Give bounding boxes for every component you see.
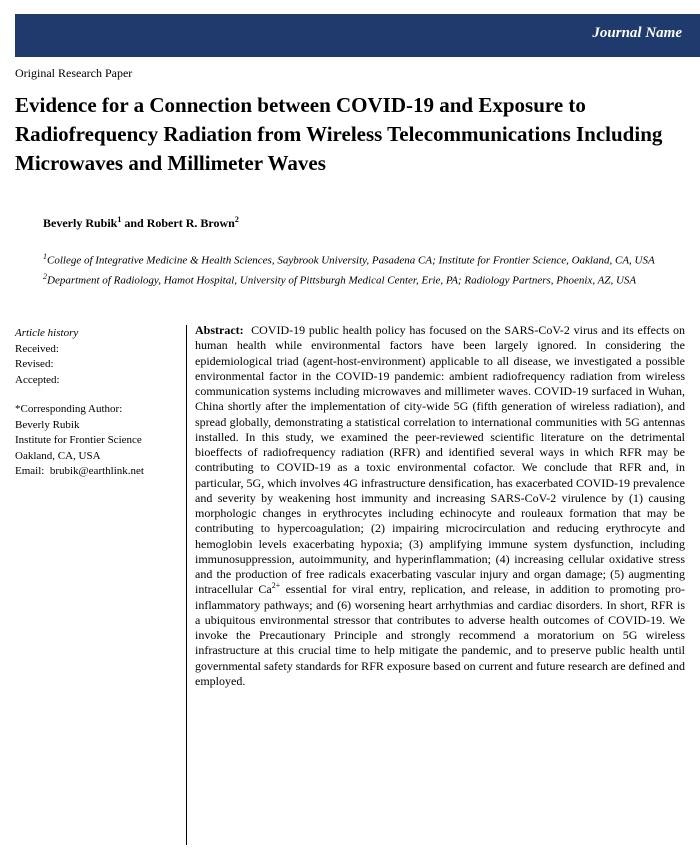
abstract-label: Abstract: [195,323,244,337]
received-label: Received: [15,342,59,355]
affiliation-text: Department of Radiology, Hamot Hospital, University of Pittsburgh Medical Center, Erie, PA; Radiology Partners, Phoenix, AZ, USA [47,274,637,287]
affiliation-mark: 1 [43,252,47,261]
abstract-text-continued: essential for viral entry, replication, and release, in addition to promoting pro-inflammatory pathways; and (6) worsening heart arrhythmias and cardiac disorders. In short, RFR is a ubiquitous environmental stressor that contributes to adverse health outcomes of COVID-19. We invoke the Precautionary Principle and strongly recommend a moratorium on 5G wireless infrastructure at this crucial time to help mitigate the pandemic, and to preserve public health until governmental safety standards for RFR exposure based on current and future research are defined and employed. [195,582,685,688]
journal-name: Journal Name [592,25,682,41]
column-divider [186,325,187,845]
affiliation-text: College of Integrative Medicine & Health Sciences, Saybrook University, Pasadena CA; Institute for Frontier Science, Oakland, CA, USA [47,254,655,267]
email-label: Email: [15,465,45,477]
abstract-text: COVID-19 public health policy has focused on the SARS-CoV-2 virus and its effects on human health while environmental factors have been largely ignored. In considering the epidemiological triad (agent-host-environment) applicable to all disease, we investigated a possible environmental factor in the COVID-19 pandemic: ambient radiofrequency radiation from wireless communication systems including microwaves and millimeter waves. COVID-19 surfaced in Wuhan, China shortly after the implementation of city-wide 5G (fifth generation of wireless radiation), and spread globally, demonstrating a statistical correlation to international communities with 5G antennas installed. In this study, we examined the peer-reviewed scientific literature on the detrimental bioeffects of radiofrequency radiation (RFR) and identified several ways in which RFR may be contributing to COVID-19 as a toxic environmental cofactor. We conclude that RFR and, in particular, 5G, which involves 4G infrastructure densification, has exacerbated COVID-19 prevalence and severity by weakening host immunity and increasing SARS-CoV-2 virulence by (1) causing morphologic changes in erythrocytes including echinocyte and rouleaux formation that may be contributing to hypercoagulation; (2) impairing microcirculation and reducing erythrocyte and hemoglobin levels exacerbating hypoxia; (3) amplifying immune system dysfunction, including immunosuppression, autoimmunity, and hyperinflammation; (4) increasing cellular oxidative stress and the production of free radicals exacerbating vascular injury and organ damage; (5) augmenting intracellular Ca [195,323,686,597]
journal-header-bar [15,14,700,57]
author-name: Beverly Rubik [43,216,118,230]
email-link[interactable]: brubik@earthlink.net [49,465,144,477]
paper-title: Evidence for a Connection between COVID-19 and Exposure to Radiofrequency Radiation from Wireless Telecommunications Including Microwaves and Millimeter Waves [15,93,663,175]
article-history-heading: Article history [15,327,79,339]
accepted-label: Accepted: [15,373,60,386]
corresponding-author-location: Oakland, CA, USA [15,449,101,462]
corresponding-author-label: *Corresponding Author: [15,403,123,415]
author-list [43,215,239,231]
author-joiner: and [121,216,147,230]
affiliation [43,250,700,268]
affiliation-list [43,250,700,289]
author-name: Robert R. Brown [146,216,235,230]
corresponding-author-email-row [15,464,185,480]
revised-label: Revised: [15,358,54,370]
corresponding-author-institution: Institute for Frontier Science [15,434,142,446]
paper-type: Original Research Paper [15,66,133,80]
abstract [195,323,685,689]
author-affiliation-mark: 2 [234,215,239,224]
corresponding-author-name: Beverly Rubik [15,418,80,431]
sidebar-spacer [15,388,185,402]
calcium-superscript: 2+ [271,581,281,591]
affiliation [43,270,700,288]
article-info-sidebar [15,326,185,480]
author-affiliation-mark: 1 [117,215,122,224]
affiliation-mark: 2 [43,271,47,281]
